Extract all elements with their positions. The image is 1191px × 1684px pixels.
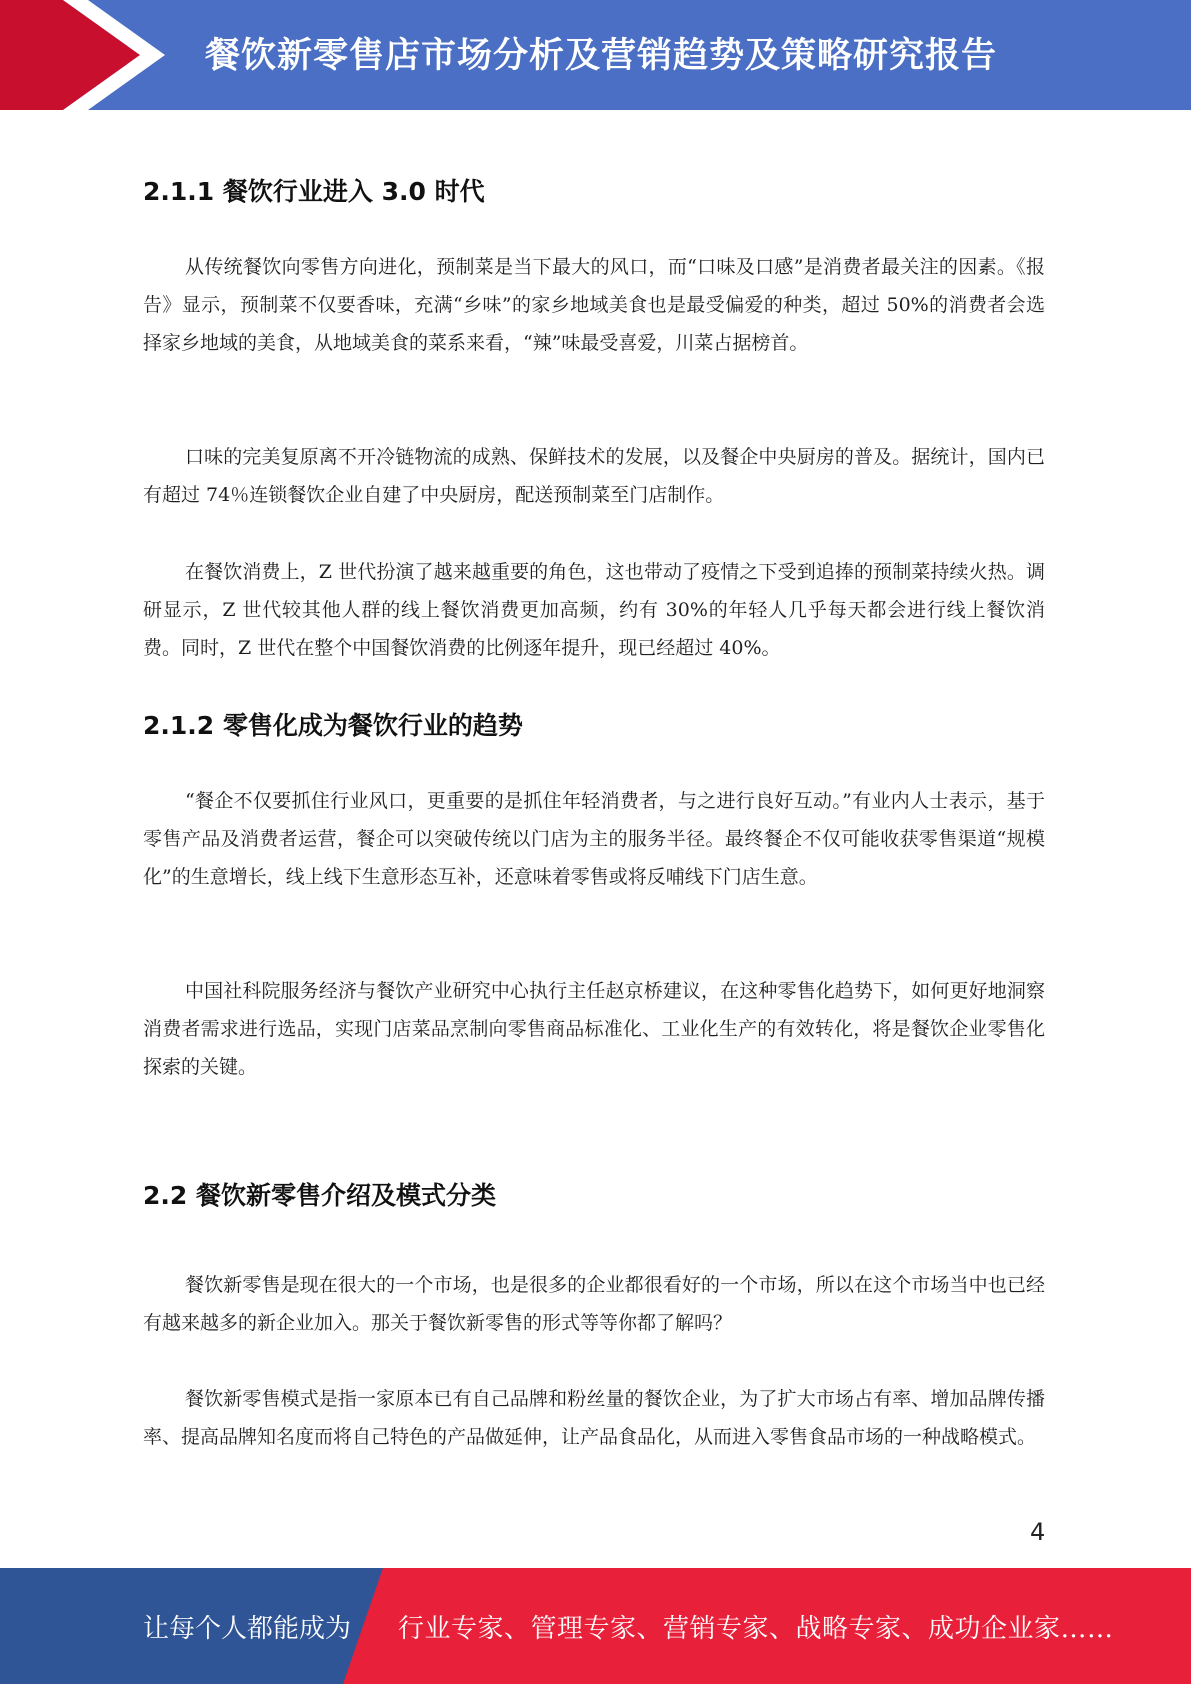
section-heading-2-2: 2.2 餐饮新零售介绍及模式分类	[143, 1181, 496, 1210]
report-title: 餐饮新零售店市场分析及营销趋势及策略研究报告	[205, 36, 998, 76]
footer-slogan-right: 行业专家、管理专家、营销专家、战略专家、成功企业家……	[398, 1614, 1114, 1644]
section-heading-2-1-2: 2.1.2 零售化成为餐饮行业的趋势	[143, 711, 523, 740]
paragraph: “餐企不仅要抓住行业风口，更重要的是抓住年轻消费者，与之进行良好互动。”有业内人士表示，基于零售产品及消费者运营，餐企可以突破传统以门店为主的服务半径。最终餐企不仅可能收获零售渠道“规模化”的生意增长，线上线下生意形态互补，还意味着零售或将反哺线下门店生意。	[143, 790, 1045, 888]
paragraph: 餐饮新零售模式是指一家原本已有自己品牌和粉丝量的餐饮企业，为了扩大市场占有率、增加品牌传播率、提高品牌知名度而将自己特色的产品做延伸，让产品食品化，从而进入零售食品市场的一种战略模式。	[143, 1388, 1045, 1448]
paragraph: 从传统餐饮向零售方向进化，预制菜是当下最大的风口，而“口味及口感”是消费者最关注的因素。《报告》显示，预制菜不仅要香味，充满“乡味”的家乡地域美食也是最受偏爱的种类，超过 50%的消费者会选择家乡地域的美食，从地域美食的菜系来看，“辣”味最受喜爱，川菜占据榜首。	[143, 256, 1045, 354]
header-banner	[0, 0, 1191, 110]
footer-slogan-left: 让每个人都能成为	[143, 1614, 352, 1644]
paragraph: 中国社科院服务经济与餐饮产业研究中心执行主任赵京桥建议，在这种零售化趋势下，如何更好地洞察消费者需求进行选品，实现门店菜品烹制向零售商品标准化、工业化生产的有效转化，将是餐饮企业零售化探索的关键。	[143, 980, 1045, 1078]
section-heading-2-1-1: 2.1.1 餐饮行业进入 3.0 时代	[143, 177, 485, 206]
footer-banner	[0, 1568, 1191, 1684]
paragraph: 餐饮新零售是现在很大的一个市场，也是很多的企业都很看好的一个市场，所以在这个市场当中也已经有越来越多的新企业加入。那关于餐饮新零售的形式等等你都了解吗？	[143, 1274, 1045, 1334]
paragraph: 在餐饮消费上，Z 世代扮演了越来越重要的角色，这也带动了疫情之下受到追捧的预制菜持续火热。调研显示，Z 世代较其他人群的线上餐饮消费更加高频，约有 30%的年轻人几乎每天都会进行线上餐饮消费。同时，Z 世代在整个中国餐饮消费的比例逐年提升，现已经超过 40%。	[143, 561, 1045, 659]
page-number: 4	[1030, 1518, 1046, 1546]
paragraph: 口味的完美复原离不开冷链物流的成熟、保鲜技术的发展，以及餐企中央厨房的普及。据统计，国内已有超过 74％连锁餐饮企业自建了中央厨房，配送预制菜至门店制作。	[143, 446, 1045, 506]
